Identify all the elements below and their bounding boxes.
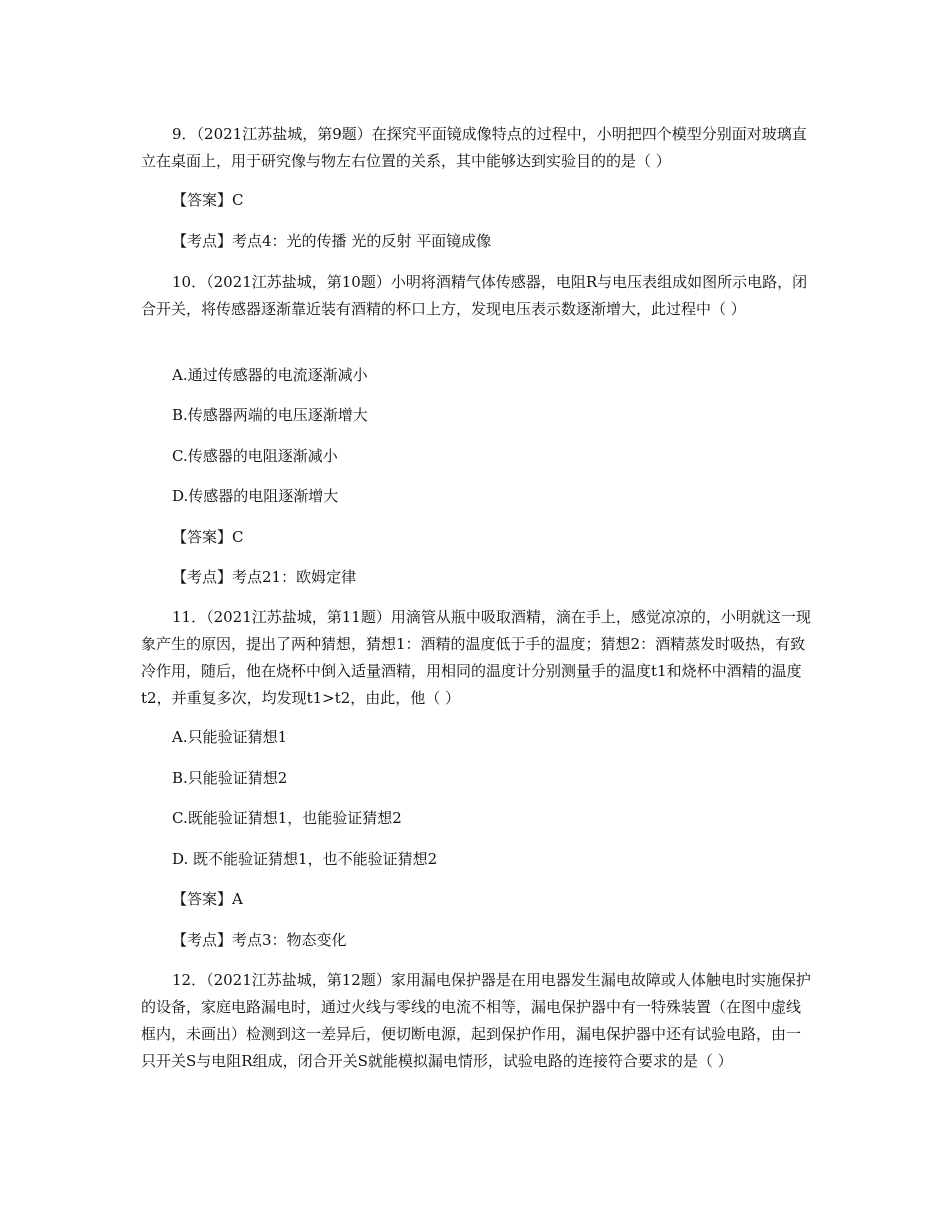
question-9-stem: 9．（2021江苏盐城，第9题）在探究平面镜成像特点的过程中，小明把四个模型分别面对玻璃直立在桌面上，用于研究像与物左右位置的关系，其中能够达到实验目的的是（ ） [141, 125, 807, 170]
question-10-option-d: D.传感器的电阻逐渐增大 [172, 487, 339, 505]
question-11-option-b: B.只能验证猜想2 [172, 769, 288, 787]
question-11-topic: 【考点】考点3：物态变化 [172, 931, 347, 949]
question-10-stem: 10．（2021江苏盐城，第10题）小明将酒精气体传感器，电阻R与电压表组成如图所示电路，闭合开关，将传感器逐渐靠近装有酒精的杯口上方，发现电压表示数逐渐增大，此过程中（ ） [141, 273, 808, 318]
question-9-answer: 【答案】C [172, 191, 244, 209]
question-10-answer: 【答案】C [172, 528, 244, 546]
question-12-stem: 12．（2021江苏盐城，第12题）家用漏电保护器是在用电器发生漏电故障或人体触电时实施保护的设备，家庭电路漏电时，通过火线与零线的电流不相等，漏电保护器中有一特殊装置（在图中虚线框内，未画出）检测到这一差异后，便切断电源，起到保护作用，漏电保护器中还有试验电路，由一只开关S与电阻R组成，闭合开关S就能模拟漏电情形，试验电路的连接符合要求的是（ ） [141, 971, 811, 1070]
question-10-option-c: C.传感器的电阻逐渐减小 [172, 447, 338, 465]
question-9-topic: 【考点】考点4：光的传播 光的反射 平面镜成像 [172, 232, 492, 250]
question-11-answer: 【答案】A [172, 890, 243, 908]
question-10-topic: 【考点】考点21：欧姆定律 [172, 568, 357, 586]
question-11-option-a: A.只能验证猜想1 [172, 728, 288, 746]
question-11-option-c: C.既能验证猜想1，也能验证猜想2 [172, 809, 402, 827]
question-10-option-b: B.传感器两端的电压逐渐增大 [172, 406, 368, 424]
question-10-option-a: A.通过传感器的电流逐渐减小 [172, 366, 368, 384]
question-11-option-d: D. 既不能验证猜想1，也不能验证猜想2 [172, 850, 438, 868]
question-11-stem: 11．（2021江苏盐城，第11题）用滴管从瓶中吸取酒精，滴在手上，感觉凉凉的，小明就这一现象产生的原因，提出了两种猜想，猜想1：酒精的温度低于手的温度；猜想2：酒精蒸发时吸热，有致冷作用，随后，他在烧杯中倒入适量酒精，用相同的温度计分别测量手的温度t1和烧杯中酒精的温度t2，并重复多次，均发现t1>t2，由此，他（ ） [141, 608, 811, 707]
